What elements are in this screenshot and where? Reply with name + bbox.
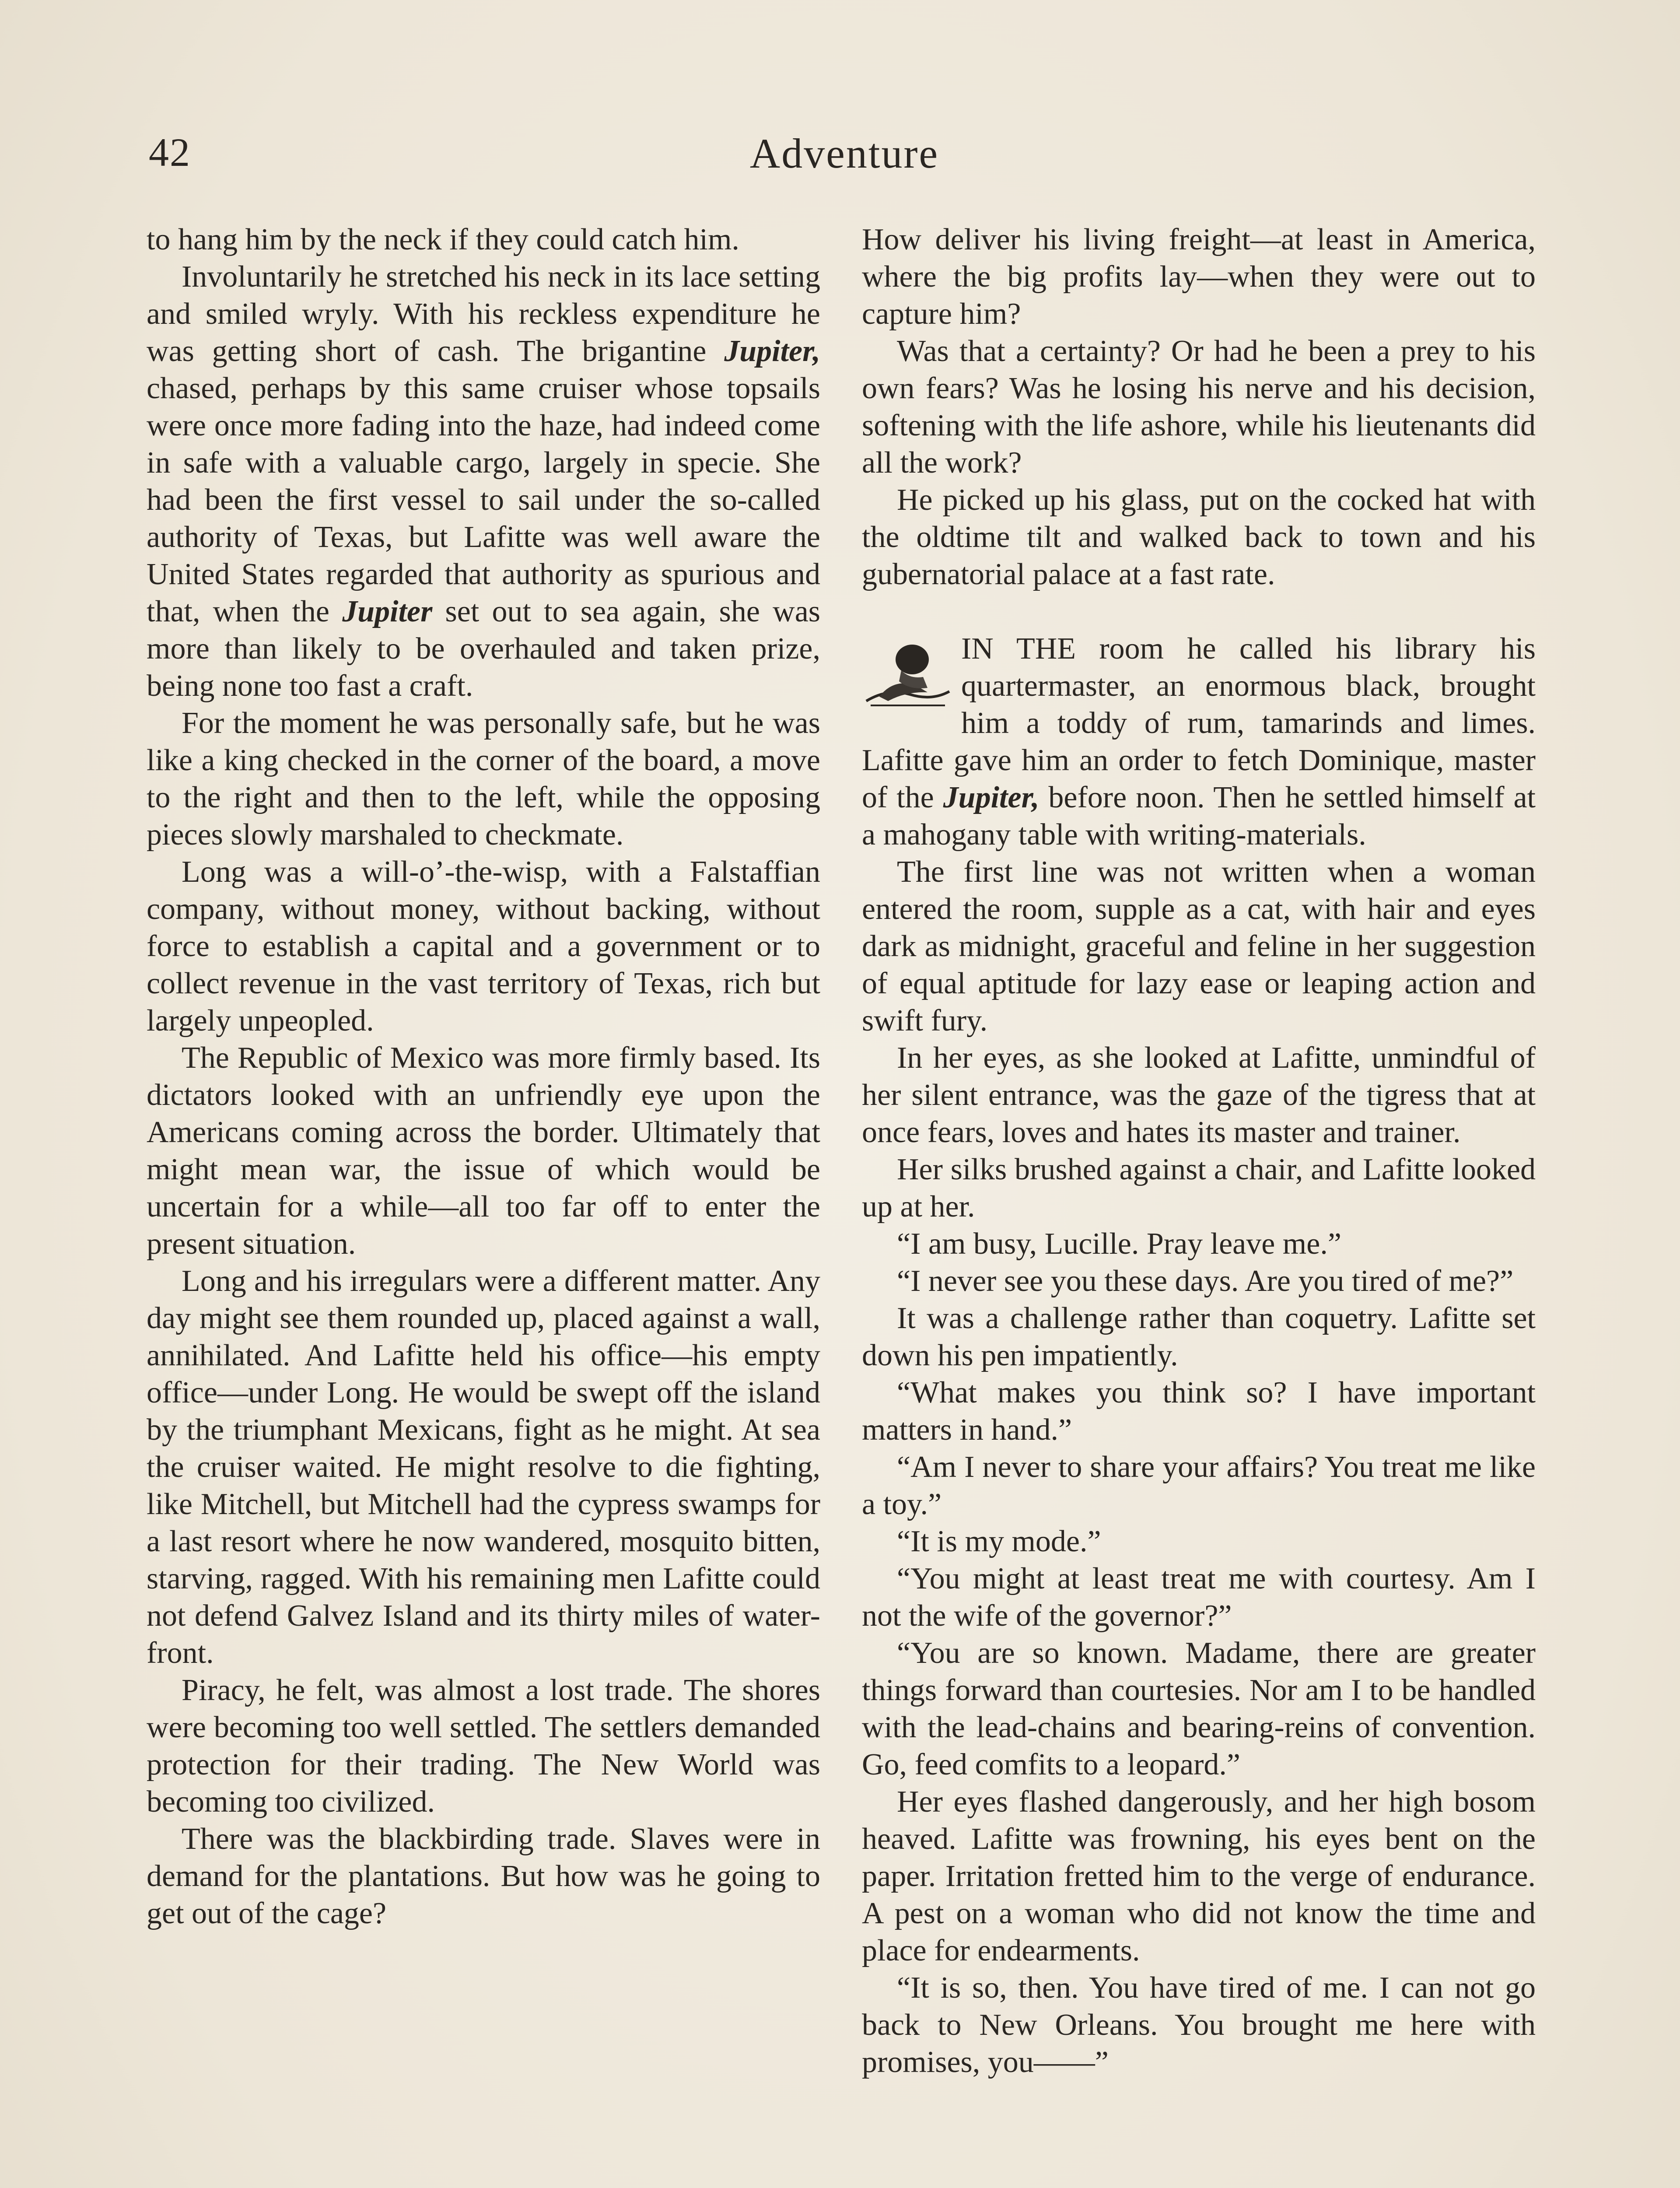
paragraph: “I am busy, Lucille. Pray leave me.” [897, 1227, 1341, 1261]
paragraph: Long was a will-o’-the-wisp, with a Falstaffian company, without money, without backing, without force to establish a capital and a government or to collect revenue in the vast territory of Texas, rich but largely unpeopled. [147, 855, 820, 1038]
paragraph: There was the blackbirding trade. Slaves were in demand for the plantations. But how was he going to get out of the cage? [147, 1822, 820, 1930]
ship-name: Jupiter, [724, 334, 821, 368]
paragraph: Involuntarily he stretched his neck in its lace setting and smiled wryly. With his reckless expenditure he was getting short of cash. The brigantine Jupiter, chased, perhaps by this same cruiser whose topsails were once more fading into the haze, had indeed come in safe with a valuable cargo, largely in specie. She had been the first vessel to sail under the so-called authority of Texas, but Lafitte was well aware the United States regarded that authority as spurious and that, when the Jupiter set out to sea again, she was more than likely to be overhauled and taken prize, being none too fast a craft. [147, 260, 821, 703]
ship-name: Jupiter, [943, 781, 1040, 814]
paragraph: The first line was not written when a woman entered the room, supple as a cat, with hair and eyes dark as midnight, graceful and feline in her suggestion of equal aptitude for lazy ease or leaping action and swift fury. [862, 855, 1536, 1038]
paragraph: “Am I never to share your affairs? You treat me like a toy.” [862, 1450, 1536, 1521]
paragraph: “I never see you these days. Are you tired of me?” [897, 1264, 1514, 1298]
right-column [862, 221, 1536, 2188]
section-opening-paragraph: IN THE room he called his library his quartermaster, an enormous black, brought him a toddy of rum, tamarinds and limes. Lafitte gave him an order to fetch Dominique, master of the Jupiter, before noon. Then he settled himself at a mahogany table with writing-materials. [862, 632, 1536, 852]
paragraph: “What makes you think so? I have important matters in hand.” [862, 1376, 1536, 1447]
paragraph: For the moment he was personally safe, but he was like a king checked in the corner of the board, a move to the right and then to the left, while the opposing pieces slowly marshaled to checkmate. [147, 706, 820, 852]
paragraph: Long and his irregulars were a different matter. Any day might see them rounded up, placed against a wall, annihilated. And Lafitte held his office—his empty office—under Long. He would be swept off the island by the triumphant Mexicans, fight as he might. At sea the cruiser waited. He might resolve to die fighting, like Mitchell, but Mitchell had the cypress swamps for a last resort where he now wandered, mosquito bitten, starving, ragged. With his remaining men Lafitte could not defend Galvez Island and its thirty miles of water-front. [147, 1264, 820, 1670]
running-title: Adventure [749, 130, 939, 177]
paragraph: He picked up his glass, put on the cocked hat with the oldtime tilt and walked back to town and his gubernatorial palace at a fast rate. [862, 483, 1536, 591]
paragraph: The Republic of Mexico was more firmly based. Its dictators looked with an unfriendly eye upon the Americans coming across the border. Ultimately that might mean war, the issue of which would be uncertain for a while—all too far off to enter the present situation. [147, 1041, 820, 1261]
paragraph: Piracy, he felt, was almost a lost trade. The shores were becoming too well settled. The settlers demanded protection for their trading. The New World was becoming too civilized. [147, 1673, 820, 1819]
paragraph: In her eyes, as she looked at Lafitte, unmindful of her silent entrance, was the gaze of the tigress that at once fears, loves and hates its master and trainer. [862, 1041, 1536, 1149]
ship-name: Jupiter [342, 595, 433, 628]
left-column [147, 221, 820, 2188]
paragraph: to hang him by the neck if they could catch him. [147, 223, 739, 256]
paragraph: It was a challenge rather than coquetry. Lafitte set down his pen impatiently. [862, 1301, 1536, 1372]
page-number: 42 [149, 130, 191, 175]
paragraph: “It is so, then. You have tired of me. I can not go back to New Orleans. You brought me here with promises, you——” [862, 1971, 1536, 2079]
paragraph: “You are so known. Madame, there are greater things forward than courtesies. Nor am I to be handled with the lead-chains and bearing-reins of convention. Go, feed comfits to a leopard.” [862, 1636, 1536, 1781]
paragraph: Her silks brushed against a chair, and Lafitte looked up at her. [862, 1153, 1536, 1224]
paragraph: “It is my mode.” [897, 1525, 1101, 1558]
paragraph: “You might at least treat me with courtesy. Am I not the wife of the governor?” [862, 1562, 1536, 1633]
paragraph: How deliver his living freight—at least in America, where the big profits lay—when they were out to capture him? [862, 223, 1536, 331]
reading-figure-ornament-icon [862, 635, 952, 708]
page-header [149, 129, 1540, 190]
paragraph: Was that a certainty? Or had he been a prey to his own fears? Was he losing his nerve and his decision, softening with the life ashore, while his lieutenants did all the work? [862, 334, 1536, 480]
paragraph: Her eyes flashed dangerously, and her high bosom heaved. Lafitte was frowning, his eyes bent on the paper. Irritation fretted him to the verge of endurance. A pest on a woman who did not know the time and place for endearments. [862, 1785, 1536, 1967]
